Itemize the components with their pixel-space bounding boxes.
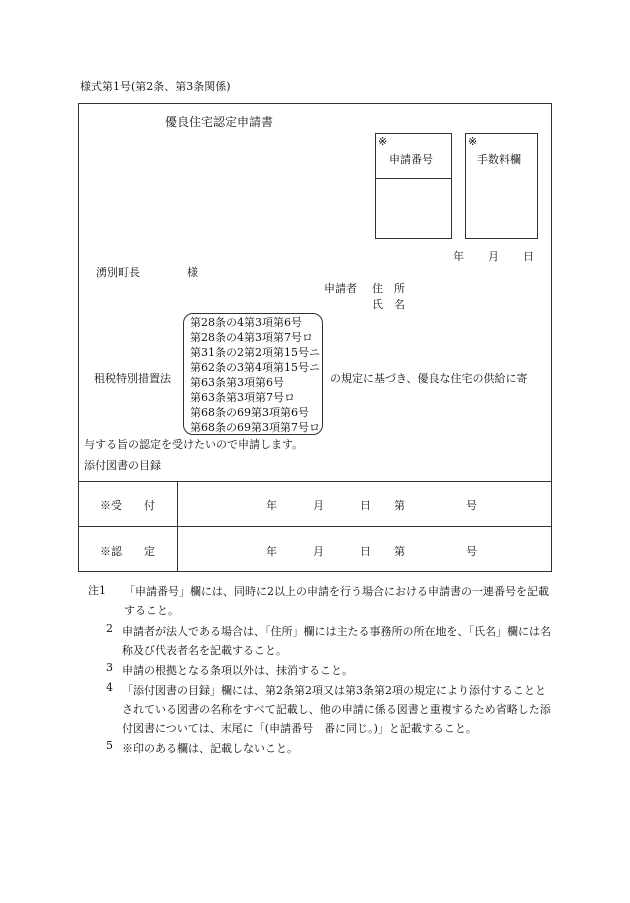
applicant-label: 申請者 <box>324 282 357 295</box>
receipt-go: 号 <box>466 499 477 512</box>
receipt-dai: 第 <box>394 499 405 512</box>
attachment-list-label: 添付図書の目録 <box>84 459 161 472</box>
address-label: 住 所 <box>372 282 405 295</box>
addressee-name: 湧別町長 <box>96 266 140 279</box>
date-day: 日 <box>523 250 534 263</box>
form-title: 優良住宅認定申請書 <box>165 115 274 129</box>
application-number-box <box>375 133 452 239</box>
approval-year: 年 <box>266 545 277 558</box>
note-text: 「添付図書の目録」欄には、第2条第2項又は第3条第2項の規定により添付することとされている図書の名称をすべて記載し、他の申請に係る図書と重複するため省略した添付図書については、末尾に「(申請番号 番に同じ。)」と記載すること。 <box>122 684 551 735</box>
reserved-mark: ※ <box>378 135 388 148</box>
note-text: ※印のある欄は、記載しないこと。 <box>122 742 298 755</box>
table-top-border <box>78 481 552 482</box>
receipt-year: 年 <box>266 499 277 512</box>
articles-list <box>190 315 320 435</box>
addressee-honorific: 様 <box>187 266 198 279</box>
body-text-end: 与する旨の認定を受けたいので申請します。 <box>84 438 304 451</box>
body-text-continued: の規定に基づき、優良な住宅の供給に寄 <box>330 372 528 385</box>
table-row-divider <box>78 526 552 527</box>
receipt-day: 日 <box>360 499 371 512</box>
article-item: 第68条の69第3項第6号 <box>190 406 309 419</box>
fee-label: 手数料欄 <box>477 153 521 166</box>
note-number: 4 <box>106 681 113 694</box>
approval-month: 月 <box>313 545 324 558</box>
note-number: 2 <box>106 622 113 635</box>
date-month: 月 <box>488 250 499 263</box>
note-text: 申請者が法人である場合は、「住所」欄には主たる事務所の所在地を、「氏名」欄には名称及び代表者名を記載すること。 <box>122 625 551 657</box>
approval-label: ※認 定 <box>100 545 155 558</box>
approval-dai: 第 <box>394 545 405 558</box>
note-number: 注1 <box>88 584 106 597</box>
approval-day: 日 <box>360 545 371 558</box>
receipt-month: 月 <box>313 499 324 512</box>
article-item: 第28条の4第3項第7号ロ <box>190 331 313 344</box>
note-text: 「申請番号」欄には、同時に2以上の申請を行う場合における申請書の一連番号を記載すること。 <box>124 585 549 617</box>
name-label: 氏 名 <box>372 298 405 311</box>
article-item: 第63条第3項第7号ロ <box>190 391 295 404</box>
application-number-label: 申請番号 <box>389 153 433 166</box>
article-item: 第31条の2第2項第15号ニ <box>190 346 320 359</box>
article-item: 第28条の4第3項第6号 <box>190 316 302 329</box>
receipt-label: ※受 付 <box>100 499 155 512</box>
note-number: 5 <box>106 739 113 752</box>
note-text: 申請の根拠となる条項以外は、抹消すること。 <box>122 664 353 677</box>
date-year: 年 <box>453 250 464 263</box>
article-item: 第62条の3第4項第15号ニ <box>190 361 320 374</box>
approval-go: 号 <box>466 545 477 558</box>
article-item: 第63条第3項第6号 <box>190 376 284 389</box>
form-number-label: 様式第1号(第2条、第3条関係) <box>80 80 231 93</box>
article-item: 第68条の69第3項第7号ロ <box>190 421 320 434</box>
note-number: 3 <box>106 661 113 674</box>
table-column-divider <box>177 481 178 572</box>
fee-box <box>465 133 538 239</box>
law-name: 租税特別措置法 <box>94 372 171 385</box>
reserved-mark: ※ <box>468 135 478 148</box>
